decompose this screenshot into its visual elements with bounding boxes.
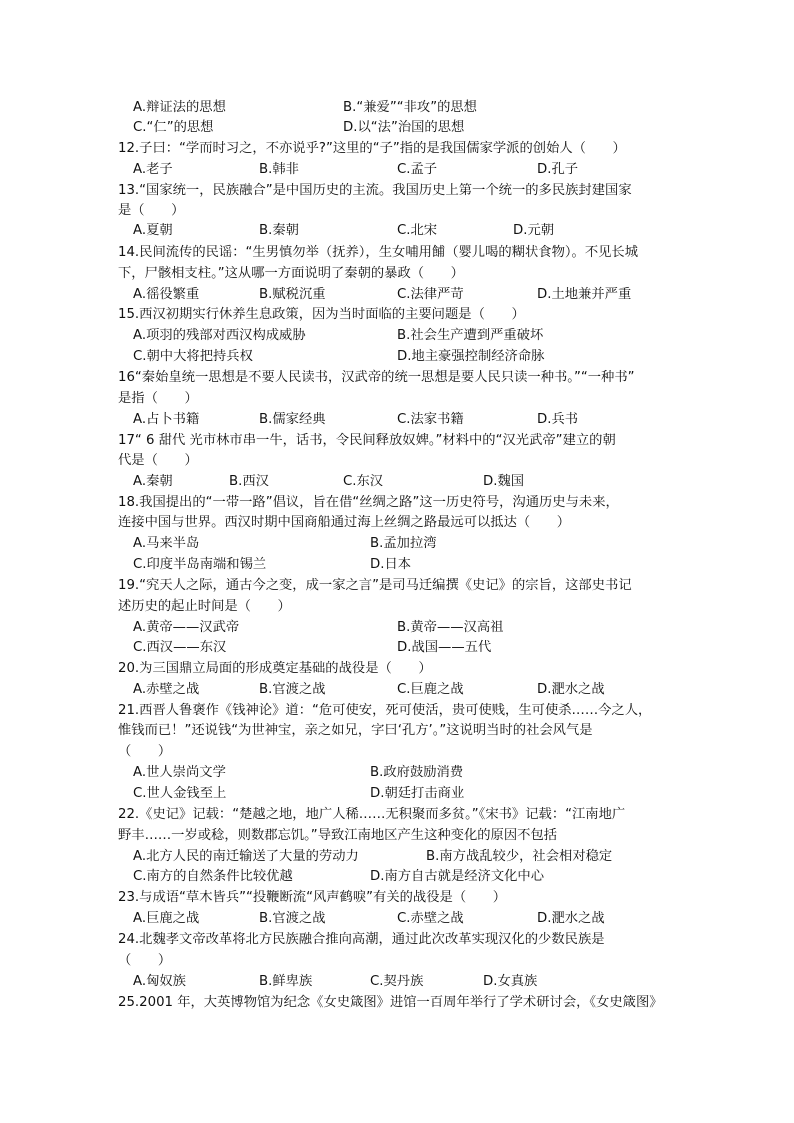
- question-24-stem-line1: 24.北魏孝文帝改革将北方民族融合推向高潮，通过此次改革实现汉化的少数民族是: [118, 932, 605, 947]
- q16-option-a: A.占卜书籍: [133, 412, 200, 427]
- q22-option-c: C.南方的自然条件比较优越: [133, 869, 293, 884]
- q23-option-d: D.淝水之战: [537, 911, 605, 926]
- q14-option-d: D.土地兼并严重: [537, 287, 632, 302]
- question-22-stem-line1: 22.《史记》记载：“楚越之地，地广人稀……无积聚而多贫。”《宋书》记载：“江南地广: [118, 807, 626, 822]
- q20-option-a: A.赤壁之战: [133, 682, 200, 697]
- q17-option-a: A.秦朝: [133, 474, 173, 489]
- q16-option-b: B.儒家经典: [259, 412, 326, 427]
- question-21-stem-line3: （ ）: [118, 744, 172, 759]
- q19-option-b: B.黄帝——汉高祖: [397, 620, 504, 635]
- q19-option-a: A.黄帝——汉武帝: [133, 620, 240, 635]
- question-17-stem-line2: 代是（ ）: [118, 453, 198, 468]
- q21-option-c: C.世人金钱至上: [133, 786, 227, 801]
- q17-option-d: D.魏国: [483, 474, 525, 489]
- q21-option-d: D.朝廷打击商业: [370, 786, 465, 801]
- q11-option-a: A.辩证法的思想: [133, 100, 226, 115]
- question-19-stem-line2: 述历史的起止时间是（ ）: [118, 599, 291, 614]
- question-21-stem-line1: 21.西晋人鲁褒作《钱神论》道：“危可使安，死可使活，贵可使贱，生可使杀……今之人，: [118, 703, 652, 718]
- q24-option-d: D.女真族: [483, 974, 538, 989]
- q17-option-c: C.东汉: [343, 474, 384, 489]
- q15-option-d: D.地主豪强控制经济命脉: [397, 349, 545, 364]
- question-21-stem-line2: 惟钱而已！”还说钱“为世神宝，亲之如兄，字曰‘孔方’。”这说明当时的社会风气是: [118, 723, 593, 738]
- q19-option-c: C.西汉——东汉: [133, 640, 227, 655]
- q18-option-d: D.日本: [370, 557, 412, 572]
- q13-option-d: D.元朝: [513, 223, 555, 238]
- q22-option-b: B.南方战乱较少，社会相对稳定: [426, 849, 613, 864]
- q11-option-c: C.“仁”的思想: [133, 120, 214, 135]
- question-15-stem: 15.西汉初期实行休养生息政策，因为当时面临的主要问题是（ ）: [118, 307, 525, 322]
- q24-option-a: A.匈奴族: [133, 974, 186, 989]
- q18-option-b: B.孟加拉湾: [370, 536, 437, 551]
- q21-option-b: B.政府鼓励消费: [370, 765, 464, 780]
- q13-option-a: A.夏朝: [133, 223, 173, 238]
- q18-option-a: A.马来半岛: [133, 536, 200, 551]
- question-22-stem-line2: 野丰……一岁或稔，则数郡忘饥。”导致江南地区产生这种变化的原因不包括: [118, 828, 558, 843]
- q20-option-c: C.巨鹿之战: [397, 682, 464, 697]
- q13-option-b: B.秦朝: [259, 223, 299, 238]
- question-18-stem-line1: 18.我国提出的“一带一路”倡议，旨在借“丝绸之路”这一历史符号，沟通历史与未来，: [118, 495, 619, 510]
- q12-option-c: C.孟子: [397, 162, 438, 177]
- q12-option-a: A.老子: [133, 162, 173, 177]
- question-13-stem-line2: 是（ ）: [118, 203, 185, 218]
- question-25-stem: 25.2001 年，大英博物馆为纪念《女史箴图》进馆一百周年举行了学术研讨会，《女史箴图》: [118, 995, 663, 1010]
- q12-option-d: D.孔子: [537, 162, 579, 177]
- question-19-stem-line1: 19.“究天人之际，通古今之变，成一家之言”是司马迁编撰《史记》的宗旨，这部史书记: [118, 578, 632, 593]
- question-23-stem: 23.与成语“草木皆兵”“投鞭断流“风声鹤唳”有关的战役是（ ）: [118, 890, 507, 905]
- q14-option-c: C.法律严苛: [397, 287, 464, 302]
- q16-option-c: C.法家书籍: [397, 412, 464, 427]
- q24-option-b: B.鲜卑族: [259, 974, 313, 989]
- question-17-stem-line1: 17“ 6 甜代 光市林市串一牛，话书，令民间释放奴婢。”材料中的“汉光武帝”建立的朝: [118, 433, 616, 448]
- question-12-stem: 12.子曰：“学而时习之，不亦说乎?”这里的“子”指的是我国儒家学派的创始人（ ）: [118, 141, 626, 156]
- q21-option-a: A.世人崇尚文学: [133, 765, 226, 780]
- question-14-stem-line2: 下，尸骸相支柱。”这从哪一方面说明了秦朝的暴政（ ）: [118, 266, 464, 281]
- question-14-stem-line1: 14.民间流传的民谣：“生男慎勿举（抚养），生女哺用餔（婴儿喝的糊状食物）。不见长城: [118, 245, 639, 260]
- q15-option-b: B.社会生产遭到严重破坏: [397, 328, 544, 343]
- q20-option-d: D.淝水之战: [537, 682, 605, 697]
- q15-option-a: A.项羽的残部对西汉构成威胁: [133, 328, 306, 343]
- question-18-stem-line2: 连接中国与世界。西汉时期中国商船通过海上丝绸之路最远可以抵达（ ）: [118, 515, 571, 530]
- q22-option-d: D.南方自古就是经济文化中心: [370, 869, 545, 884]
- question-20-stem: 20.为三国鼎立局面的形成奠定基础的战役是（ ）: [118, 661, 432, 676]
- q20-option-b: B.官渡之战: [259, 682, 326, 697]
- q11-option-d: D.以“法”治国的思想: [343, 120, 465, 135]
- q23-option-b: B.官渡之战: [259, 911, 326, 926]
- q11-option-b: B.“兼爱”“非攻”的思想: [343, 100, 477, 115]
- q24-option-c: C.契丹族: [370, 974, 424, 989]
- q13-option-c: C.北宋: [397, 223, 438, 238]
- q16-option-d: D.兵书: [537, 412, 579, 427]
- q14-option-b: B.赋税沉重: [259, 287, 326, 302]
- q12-option-b: B.韩非: [259, 162, 299, 177]
- q19-option-d: D.战国——五代: [397, 640, 492, 655]
- question-24-stem-line2: （ ）: [118, 953, 172, 968]
- q18-option-c: C.印度半岛南端和锡兰: [133, 557, 267, 572]
- q23-option-a: A.巨鹿之战: [133, 911, 200, 926]
- q22-option-a: A.北方人民的南迁输送了大量的劳动力: [133, 849, 359, 864]
- q17-option-b: B.西汉: [229, 474, 269, 489]
- question-16-stem-line2: 是指（ ）: [118, 391, 198, 406]
- question-13-stem-line1: 13.“国家统一，民族融合”是中国历史的主流。我国历史上第一个统一的多民族封建国家: [118, 183, 632, 198]
- q14-option-a: A.徭役繁重: [133, 287, 200, 302]
- q23-option-c: C.赤壁之战: [397, 911, 464, 926]
- question-16-stem-line1: 16“秦始皇统一思想是不要人民读书，汉武帝的统一思想是要人民只读一种书。”“一种书”: [118, 370, 635, 385]
- q15-option-c: C.朝中大将把持兵权: [133, 349, 253, 364]
